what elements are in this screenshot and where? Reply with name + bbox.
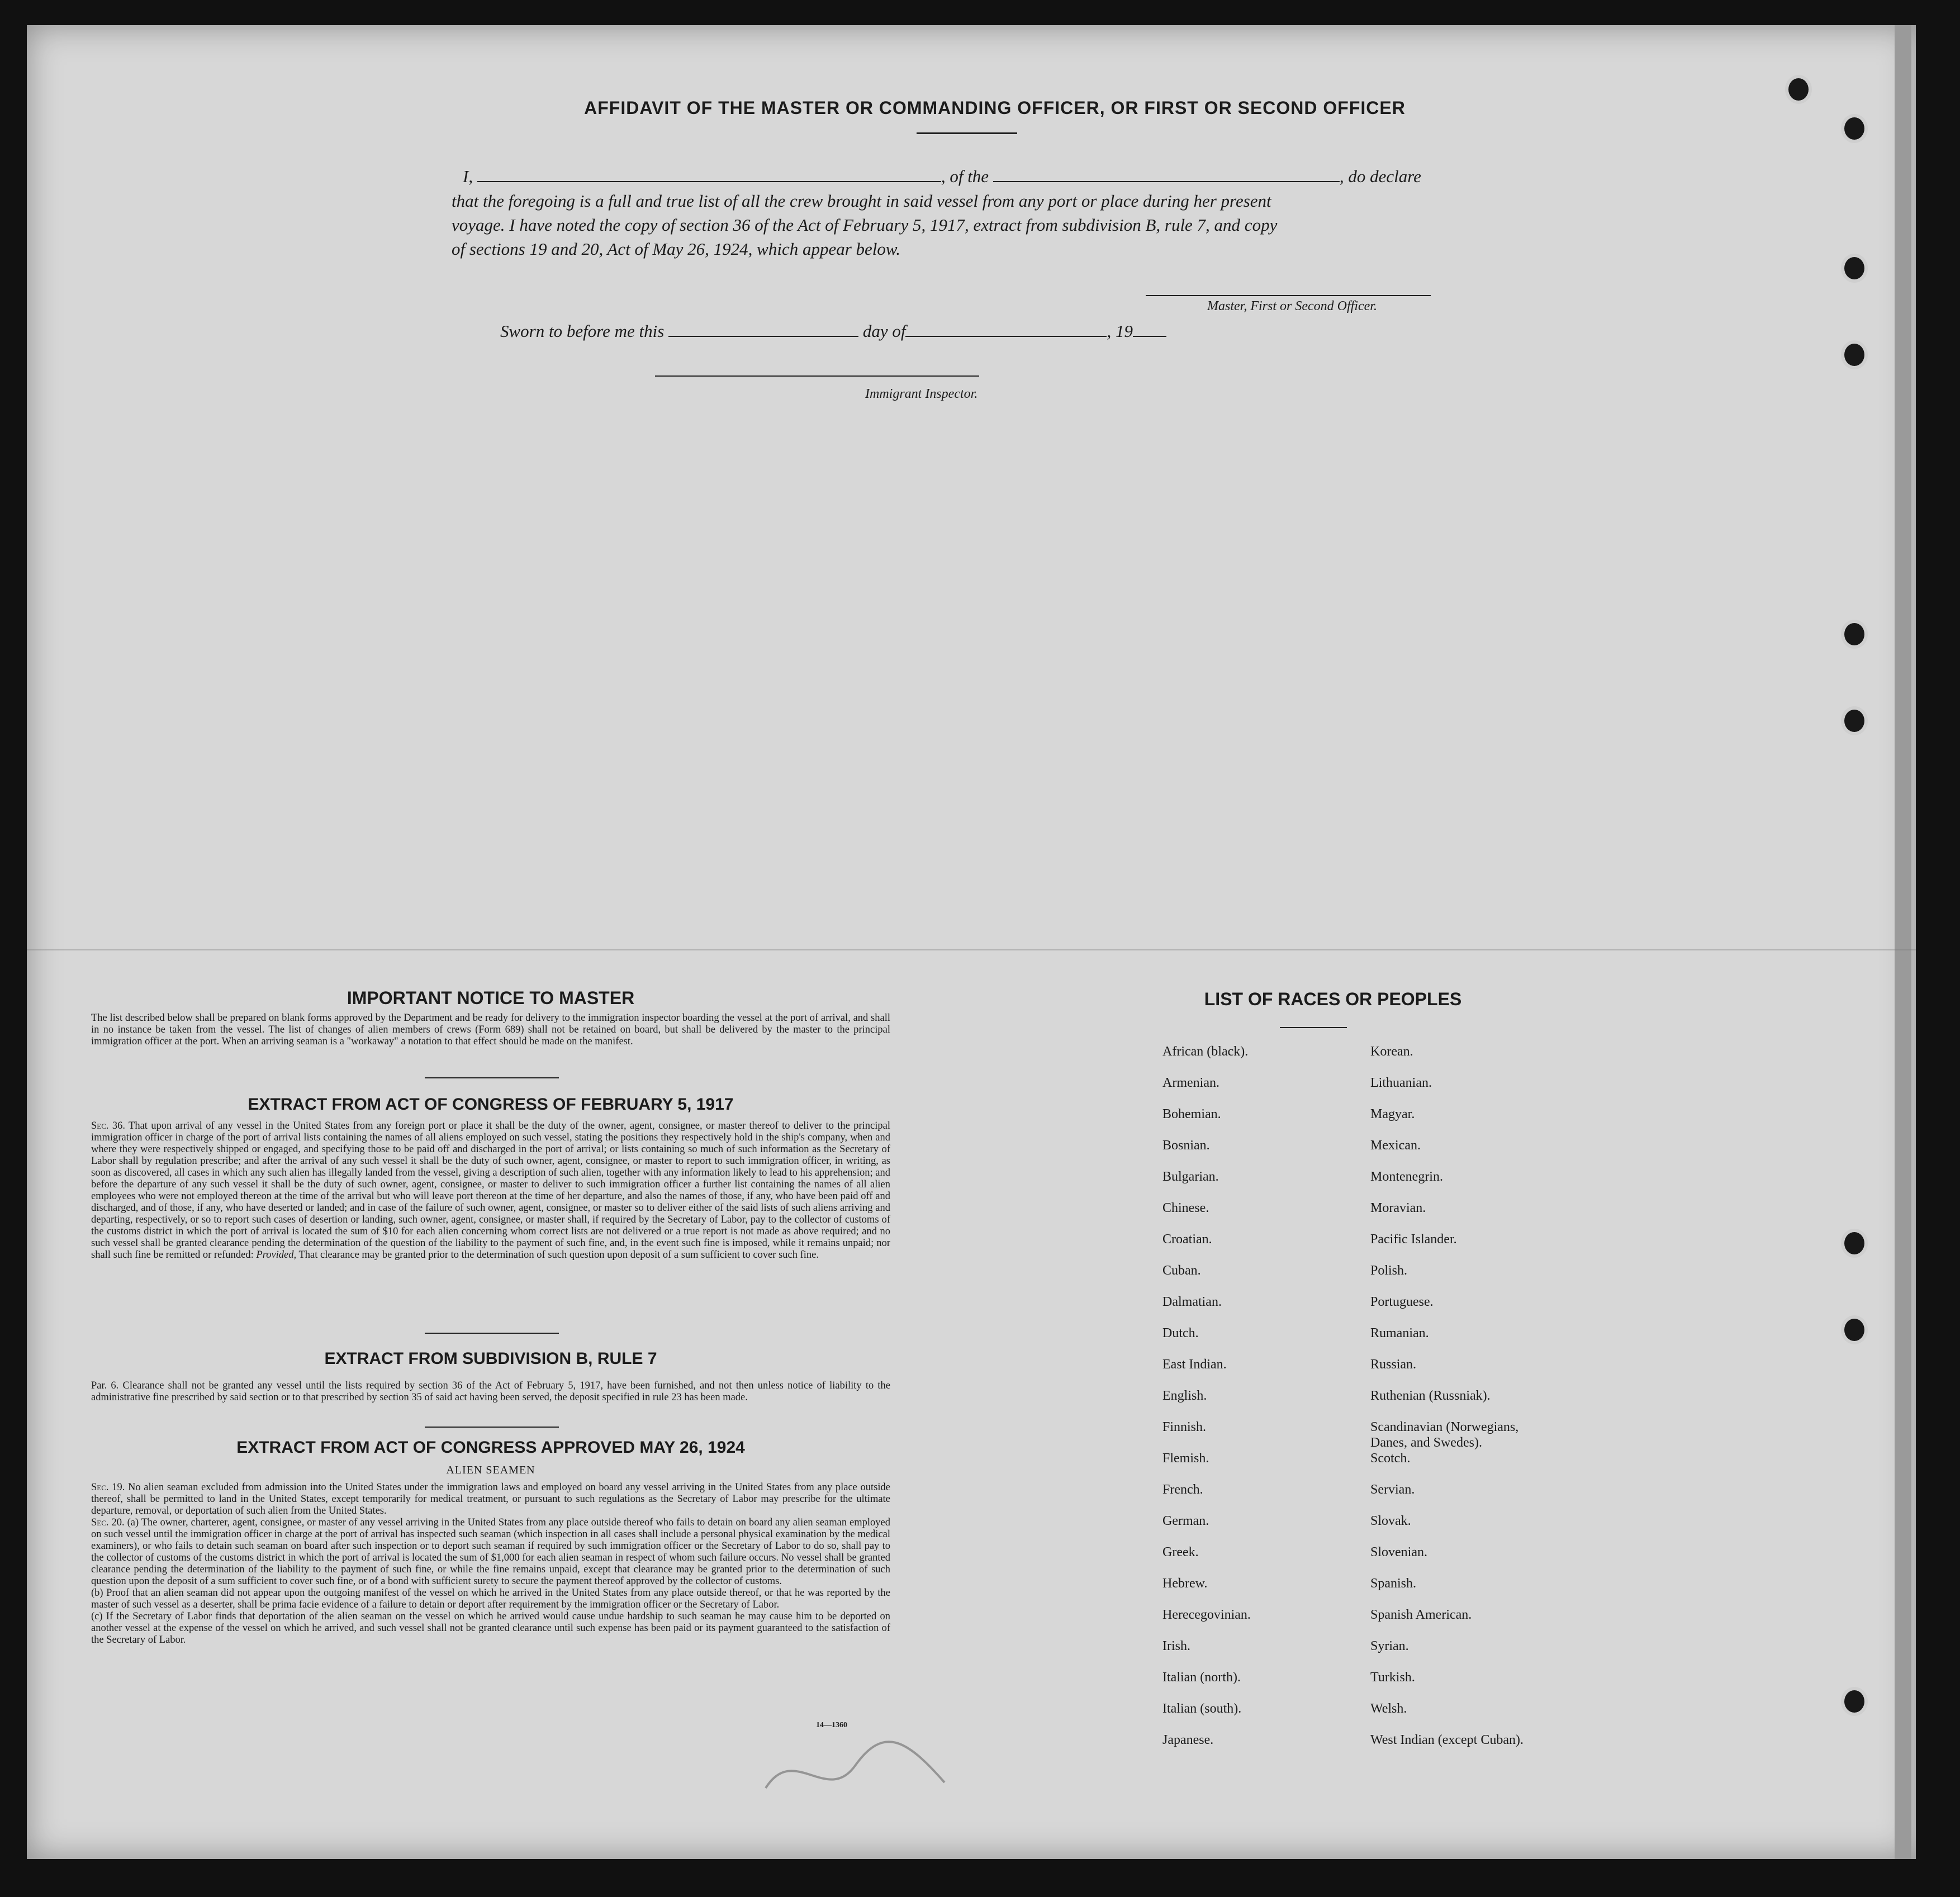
race-item: Mexican. — [1370, 1138, 1421, 1153]
affidavit-title: AFFIDAVIT OF THE MASTER OR COMMANDING OFFICER, OR FIRST OR SECOND OFFICER — [584, 98, 1406, 118]
sworn-year-blank[interactable] — [1133, 336, 1166, 337]
race-item: Korean. — [1370, 1044, 1413, 1059]
race-item: Italian (north). — [1162, 1670, 1241, 1685]
race-item: Chinese. — [1162, 1201, 1209, 1215]
affidavit-text-line-2: that the foregoing is a full and true list of all the crew brought in said vessel from any port or place during her present — [452, 191, 1271, 211]
race-item: Ruthenian (Russniak). — [1370, 1389, 1491, 1403]
sworn-line — [500, 321, 1166, 341]
name-blank[interactable] — [477, 181, 941, 182]
race-item: Cuban. — [1162, 1263, 1201, 1278]
races-left-column — [1162, 1044, 1375, 1763]
race-item: Bulgarian. — [1162, 1169, 1219, 1184]
race-item: Bohemian. — [1162, 1107, 1221, 1121]
race-item: Polish. — [1370, 1263, 1408, 1278]
race-item: Pacific Islander. — [1370, 1232, 1457, 1247]
race-item: Syrian. — [1370, 1639, 1409, 1653]
binder-hole — [1844, 1319, 1864, 1341]
races-right-column — [1370, 1044, 1661, 1763]
vessel-blank[interactable] — [993, 181, 1340, 182]
race-item: Servian. — [1370, 1482, 1415, 1497]
section-36-text: That upon arrival of any vessel in the United States from any foreign port or place it shall be the duty of the owner, agent, consignee, or master thereof to deliver to the principal immigration officer in charge of the port of arrival lists containing the names of all aliens employed on such vessel, stating the positions they respectively hold in the ship's company, when and where they were respectively shipped or engaged, and specifying those to be paid off and discharged in the port of arrival; or lists containing so much of such information as the Secretary of Labor shall by regulation prescribe; and after the arrival of any such vessel it shall be the duty of such owner, agent, consignee, or master to report to such immigration officer, in writing, as soon as discovered, all cases in which any such alien has illegally landed from the vessel, giving a description of such alien, together with any information likely to lead to his apprehension; and before the departure of any such vessel it shall be the duty of such owner, agent, consignee, or master to deliver to such immigration officer a further list containing the names of all alien employees who were not employed thereon at the time of the arrival but who will leave port thereon at the time of her departure, and also the names of those, if any, who have been paid off and discharged, and of those, if any, who have deserted or landed; and in case of the failure of such owner, agent, consignee, or master so to deliver either of the said lists of such aliens arriving and departing, respectively, or so to report such cases of desertion or landing, such owner, agent, consignee, or master shall, if required by the Secretary of Labor, pay to the collector of customs of the customs district in which the port of arrival is located the sum of $10 for each alien concerning whom correct lists are not delivered or a true report is not made as above required; and no such vessel shall be granted clearance pending the determination of the question of the liability to the payment of such fine, and, in the event such fine is imposed, while it remains unpaid; nor shall such fine be remitted or refunded: — [91, 1120, 890, 1261]
race-item: Rumanian. — [1370, 1326, 1429, 1340]
race-item: Scotch. — [1370, 1451, 1411, 1466]
binder-hole — [1844, 344, 1864, 366]
divider — [425, 1333, 559, 1334]
race-item: Montenegrin. — [1370, 1169, 1443, 1184]
fold-line — [27, 949, 1916, 950]
race-item: English. — [1162, 1389, 1207, 1403]
race-item: Dutch. — [1162, 1326, 1199, 1340]
race-item: Spanish. — [1370, 1576, 1417, 1591]
section-36-text-end: That clearance may be granted prior to the determination of such question upon deposit of a sum sufficient to cover such fine. — [298, 1249, 819, 1261]
race-item: Slovenian. — [1370, 1545, 1427, 1560]
section-36-label: Sec. 36. — [91, 1120, 125, 1131]
race-item: Herecegovinian. — [1162, 1608, 1251, 1622]
sworn-year: , 19 — [1107, 321, 1133, 341]
race-item: Slovak. — [1370, 1514, 1411, 1528]
race-item: Turkish. — [1370, 1670, 1415, 1685]
sworn-text: Sworn to before me this — [500, 321, 665, 341]
race-item: Japanese. — [1162, 1733, 1214, 1747]
race-item: Greek. — [1162, 1545, 1199, 1560]
declaration-i: I, — [463, 167, 473, 186]
inspector-signature-line[interactable] — [655, 375, 979, 377]
section-20c-text: (c) If the Secretary of Labor finds that deportation of the alien seaman on the vessel on which he arrived would cause undue hardship to such seaman he may cause him to be deported on another vessel at the expense of the vessel on which he arrived, and such vessel shall not be granted clearance until such expense has been paid or its payment guaranteed to the satisfaction of the Secretary of Labor. — [91, 1611, 890, 1646]
binder-hole — [1844, 1690, 1864, 1713]
form-number: 14—1360 — [816, 1721, 847, 1729]
divider — [425, 1077, 559, 1078]
race-item: Lithuanian. — [1370, 1076, 1432, 1090]
inspector-label: Immigrant Inspector. — [865, 387, 978, 401]
sworn-month-blank[interactable] — [905, 336, 1107, 337]
race-item: French. — [1162, 1482, 1203, 1497]
declaration-of-the: , of the — [941, 167, 989, 186]
divider — [425, 1427, 559, 1428]
race-item: Italian (south). — [1162, 1701, 1242, 1716]
binder-hole — [1844, 710, 1864, 732]
race-item: Russian. — [1370, 1357, 1417, 1372]
race-item: African (black). — [1162, 1044, 1249, 1059]
race-item: Scandinavian (Norwegians, Danes, and Swedes). — [1370, 1420, 1519, 1450]
extract-1917-text — [91, 1120, 890, 1261]
sworn-day-of: day of — [862, 321, 906, 341]
race-item: Welsh. — [1370, 1701, 1407, 1716]
notice-text: The list described below shall be prepared on blank forms approved by the Department and be ready for delivery to the immigration inspector boarding the vessel at the port of arrival, and shall in no instance be taken from the vessel. The list of changes of alien members of crews (Form 689) shall not be retained on board, but shall be delivered by the master to the principal immigration officer at the port. When an arriving seaman is a "workaway" a notation to that effect should be made on the manifest. — [91, 1012, 890, 1047]
extract-rule7-title: EXTRACT FROM SUBDIVISION B, RULE 7 — [324, 1349, 657, 1368]
race-item: West Indian (except Cuban). — [1370, 1733, 1524, 1747]
affidavit-declaration-line — [463, 167, 1421, 187]
provided-word: Provided, — [256, 1249, 297, 1261]
section-19-label: Sec. 19. — [91, 1482, 125, 1493]
binder-hole — [1844, 623, 1864, 645]
section-20b-text: (b) Proof that an alien seaman did not appear upon the outgoing manifest of the vessel on which he arrived in the United States from any place outside thereof, or that he was reported by the master of such vessel as a deserter, shall be prima facie evidence of a failure to detain or deport after requirement by the immigration officer or the Secretary of Labor. — [91, 1587, 890, 1610]
race-item: German. — [1162, 1514, 1209, 1528]
race-item: Flemish. — [1162, 1451, 1209, 1466]
race-item: Portuguese. — [1370, 1295, 1434, 1309]
race-item: Armenian. — [1162, 1076, 1219, 1090]
section-20-label: Sec. 20. — [91, 1517, 125, 1528]
races-title: LIST OF RACES OR PEOPLES — [1204, 989, 1462, 1009]
faint-signature-mark — [760, 1721, 950, 1810]
page-edge — [1895, 25, 1911, 1859]
race-item: Irish. — [1162, 1639, 1190, 1653]
race-item: Dalmatian. — [1162, 1295, 1222, 1309]
race-item: Magyar. — [1370, 1107, 1415, 1121]
declaration-do-declare: , do declare — [1339, 167, 1421, 186]
race-item: East Indian. — [1162, 1357, 1227, 1372]
race-item: Croatian. — [1162, 1232, 1212, 1247]
races-title-rule — [1280, 1027, 1347, 1028]
race-item: Spanish American. — [1370, 1608, 1472, 1622]
binder-hole — [1844, 1232, 1864, 1254]
affidavit-text-line-3: voyage. I have noted the copy of section 36 of the Act of February 5, 1917, extract from subdivision B, rule 7, and copy — [452, 215, 1278, 235]
title-rule — [917, 132, 1017, 134]
binder-hole — [1844, 257, 1864, 279]
master-signature-line[interactable] — [1146, 295, 1431, 296]
affidavit-text-line-4: of sections 19 and 20, Act of May 26, 1924, which appear below. — [452, 239, 901, 259]
notice-title: IMPORTANT NOTICE TO MASTER — [347, 988, 635, 1008]
binder-hole — [1844, 117, 1864, 140]
race-item: Finnish. — [1162, 1420, 1207, 1434]
master-signature-label: Master, First or Second Officer. — [1207, 299, 1377, 313]
alien-seamen-subtitle: ALIEN SEAMEN — [446, 1464, 535, 1476]
race-item: Bosnian. — [1162, 1138, 1210, 1153]
extract-1924-title: EXTRACT FROM ACT OF CONGRESS APPROVED MAY 26, 1924 — [236, 1438, 745, 1457]
section-19-text: No alien seaman excluded from admission into the United States under the immigration laws and employed on board any vessel arriving in the United States from any place outside thereof, shall be permitted to land in the United States, except temporarily for medical treatment, or pursuant to such regulations as the Secretary of Labor may prescribe for the ultimate departure, removal, or deportation of such alien from the United States. — [91, 1482, 890, 1516]
extract-rule7-text: Par. 6. Clearance shall not be granted any vessel until the lists required by section 36 of the Act of February 5, 1917, have been furnished, and not then unless notice of liability to the administrative fine prescribed by said section or to that prescribed by section 35 of said act having been served, the deposit specified in rule 23 has been made. — [91, 1380, 890, 1403]
section-20a-text: (a) The owner, charterer, agent, consignee, or master of any vessel arriving in the United States from any place outside thereof who fails to detain on board any alien seaman employed on such vessel until the immigration officer in charge at the port of arrival has inspected such seaman (which inspection in all cases shall include a personal physical examination by the medical examiners), or who fails to detain such seaman on board after such inspection or to deport such seaman if required by such immigration officer or the Secretary of Labor to do so, shall pay to the collector of customs of the customs district in which the port of arrival is located the sum of $1,000 for each alien seaman in respect of whom such failure occurs. No vessel shall be granted clearance pending the determination of the liability to the payment of such fine, or while the fine remains unpaid, except that clearance may be granted prior to the determination of such question upon the deposit of a sum sufficient to cover such fine, or of a bond with sufficient surety to secure the payment thereof approved by the collector of customs. — [91, 1517, 891, 1587]
extract-1924-text — [91, 1482, 890, 1646]
sworn-day-blank[interactable] — [668, 336, 858, 337]
extract-1917-title: EXTRACT FROM ACT OF CONGRESS OF FEBRUARY 5, 1917 — [248, 1095, 734, 1114]
race-item: Moravian. — [1370, 1201, 1426, 1215]
binder-hole — [1788, 78, 1809, 101]
race-item: Hebrew. — [1162, 1576, 1208, 1591]
